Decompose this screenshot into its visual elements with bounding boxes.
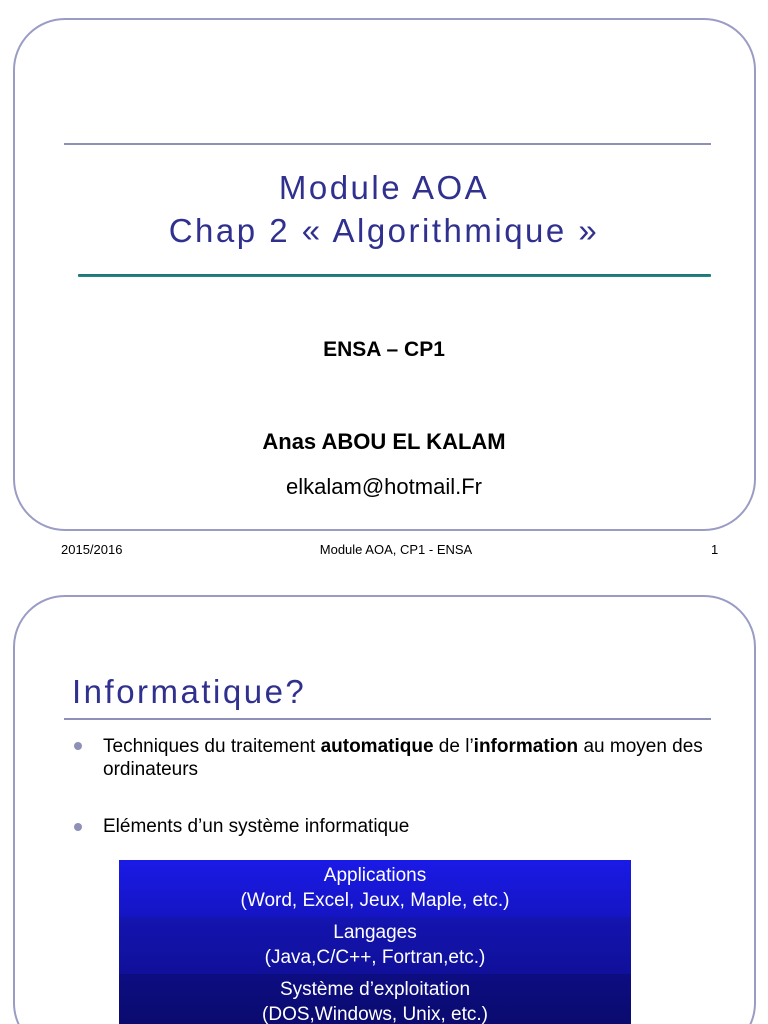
slide-2-title: Informatique? — [72, 673, 307, 710]
layer-systeme-exploitation — [119, 974, 631, 1024]
slide-1-title-line-2: Chap 2 « Algorithmique » — [168, 212, 600, 249]
slide-1-accent-rule — [78, 274, 711, 277]
layer-langages — [119, 917, 631, 974]
layer-applications-name: Applications — [323, 865, 427, 886]
footer-center-text: Module AOA, CP1 - ENSA — [319, 542, 473, 557]
bullet-2-dot-icon — [74, 823, 82, 831]
bullet-1-bold-1: automatique — [320, 736, 434, 757]
layer-applications — [119, 860, 631, 917]
slide-1-top-rule — [64, 143, 711, 145]
bullet-1-text — [103, 735, 703, 781]
bullet-1-part-1: Techniques du traitement — [103, 736, 321, 757]
footer-date: 2015/2016 — [61, 542, 123, 557]
layer-systeme-exploitation-examples: (DOS,Windows, Unix, etc.) — [262, 1004, 488, 1024]
bullet-1-dot-icon — [74, 742, 82, 750]
institution-label: ENSA – CP1 — [323, 338, 445, 361]
layer-systeme-exploitation-name: Système d’exploitation — [279, 979, 471, 1000]
layer-langages-examples: (Java,C/C++, Fortran,etc.) — [264, 947, 486, 968]
bullet-1-part-3: au moyen des ordinateurs — [103, 736, 703, 780]
slide-1-title-line-1: Module AOA — [278, 169, 490, 206]
footer-page-number: 1 — [711, 542, 719, 557]
slide-2-title-rule — [64, 718, 711, 720]
author-name: Anas ABOU EL KALAM — [262, 429, 506, 454]
bullet-1-part-2: de l’ — [433, 736, 474, 757]
layer-langages-name: Langages — [333, 922, 417, 943]
layer-applications-examples: (Word, Excel, Jeux, Maple, etc.) — [240, 890, 510, 911]
author-email: elkalam@hotmail.Fr — [286, 474, 482, 499]
bullet-2-text: Eléments d’un système informatique — [103, 816, 410, 837]
bullet-1-bold-2: information — [473, 736, 579, 757]
